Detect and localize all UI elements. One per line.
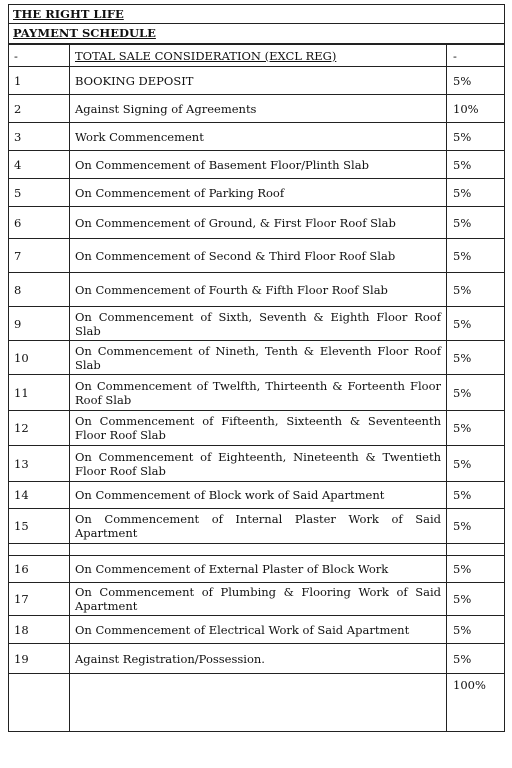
row-description-cell: On Commencement of Block work of Said Apartment (70, 482, 447, 509)
table-row (9, 239, 505, 273)
row-number-cell: 12 (9, 411, 70, 446)
row-number-cell: 18 (9, 616, 70, 644)
row-percentage-cell: 5% (447, 556, 505, 583)
row-description-cell: On Commencement of Electrical Work of Said Apartment (70, 616, 447, 644)
table-row (9, 67, 505, 95)
table-row (9, 411, 505, 446)
row-number-cell: 5 (9, 179, 70, 207)
row-percentage-cell: 5% (447, 509, 505, 544)
row-number-cell: 2 (9, 95, 70, 123)
table-header-row (9, 45, 505, 67)
row-description-cell: BOOKING DEPOSIT (70, 67, 447, 95)
row-percentage-cell: 5% (447, 375, 505, 411)
row-percentage-cell: 5% (447, 411, 505, 446)
row-number-cell: 4 (9, 151, 70, 179)
gap-cell (447, 544, 505, 556)
row-description-cell: On Commencement of Eighteenth, Nineteenth & Twentieth Floor Roof Slab (70, 446, 447, 482)
row-description-cell: Against Registration/Possession. (70, 644, 447, 674)
table-row (9, 482, 505, 509)
row-description-cell: On Commencement of External Plaster of Block Work (70, 556, 447, 583)
row-percentage-cell: 5% (447, 273, 505, 307)
row-description-cell: Work Commencement (70, 123, 447, 151)
row-description-cell: On Commencement of Ground, & First Floor Roof Slab (70, 207, 447, 239)
table-row (9, 273, 505, 307)
row-description-cell: On Commencement of Plumbing & Flooring Work of Said Apartment (70, 583, 447, 616)
row-number-cell: 6 (9, 207, 70, 239)
total-no-cell (9, 674, 70, 732)
row-percentage-cell: 5% (447, 123, 505, 151)
row-number-cell: 10 (9, 341, 70, 375)
row-number-cell: 3 (9, 123, 70, 151)
table-row (9, 375, 505, 411)
row-percentage-cell: 5% (447, 616, 505, 644)
table-row (9, 341, 505, 375)
row-percentage-cell: 10% (447, 95, 505, 123)
total-pct-cell: 100% (447, 674, 505, 732)
row-description-cell: On Commencement of Parking Roof (70, 179, 447, 207)
row-number-cell: 16 (9, 556, 70, 583)
row-percentage-cell: 5% (447, 307, 505, 341)
row-percentage-cell: 5% (447, 446, 505, 482)
row-description-cell: On Commencement of Nineth, Tenth & Eleventh Floor Roof Slab (70, 341, 447, 375)
row-number-cell: 1 (9, 67, 70, 95)
row-percentage-cell: 5% (447, 207, 505, 239)
row-percentage-cell: 5% (447, 151, 505, 179)
row-description-cell: On Commencement of Fourth & Fifth Floor Roof Slab (70, 273, 447, 307)
gap-cell (70, 544, 447, 556)
row-number-cell: 14 (9, 482, 70, 509)
total-desc-cell (70, 674, 447, 732)
row-description-cell: On Commencement of Second & Third Floor Roof Slab (70, 239, 447, 273)
header-desc-cell: TOTAL SALE CONSIDERATION (EXCL REG) (70, 45, 447, 67)
row-description-cell: On Commencement of Twelfth, Thirteenth & Forteenth Floor Roof Slab (70, 375, 447, 411)
row-percentage-cell: 5% (447, 482, 505, 509)
row-number-cell: 13 (9, 446, 70, 482)
table-row (9, 509, 505, 544)
table-row (9, 583, 505, 616)
table-row (9, 207, 505, 239)
table-row (9, 616, 505, 644)
table-row (9, 307, 505, 341)
row-number-cell: 7 (9, 239, 70, 273)
row-percentage-cell: 5% (447, 583, 505, 616)
table-row (9, 644, 505, 674)
row-percentage-cell: 5% (447, 179, 505, 207)
table-row (9, 95, 505, 123)
table-row (9, 179, 505, 207)
row-number-cell: 17 (9, 583, 70, 616)
table-row (9, 556, 505, 583)
row-description-cell: On Commencement of Internal Plaster Work of Said Apartment (70, 509, 447, 544)
row-description-cell: Against Signing of Agreements (70, 95, 447, 123)
row-percentage-cell: 5% (447, 644, 505, 674)
header-no-cell: - (9, 45, 70, 67)
row-number-cell: 19 (9, 644, 70, 674)
total-row (9, 674, 505, 732)
project-title: THE RIGHT LIFE (8, 4, 505, 24)
header-pct-cell: - (447, 45, 505, 67)
table-row (9, 151, 505, 179)
row-number-cell: 15 (9, 509, 70, 544)
table-row (9, 123, 505, 151)
row-description-cell: On Commencement of Sixth, Seventh & Eighth Floor Roof Slab (70, 307, 447, 341)
row-number-cell: 9 (9, 307, 70, 341)
row-percentage-cell: 5% (447, 239, 505, 273)
row-number-cell: 8 (9, 273, 70, 307)
row-percentage-cell: 5% (447, 67, 505, 95)
row-number-cell: 11 (9, 375, 70, 411)
payment-schedule-table (8, 44, 505, 732)
schedule-title: PAYMENT SCHEDULE (8, 24, 505, 44)
payment-schedule-document (8, 4, 505, 732)
table-gap-row (9, 544, 505, 556)
row-description-cell: On Commencement of Fifteenth, Sixteenth & Seventeenth Floor Roof Slab (70, 411, 447, 446)
row-percentage-cell: 5% (447, 341, 505, 375)
row-description-cell: On Commencement of Basement Floor/Plinth Slab (70, 151, 447, 179)
gap-cell (9, 544, 70, 556)
table-row (9, 446, 505, 482)
